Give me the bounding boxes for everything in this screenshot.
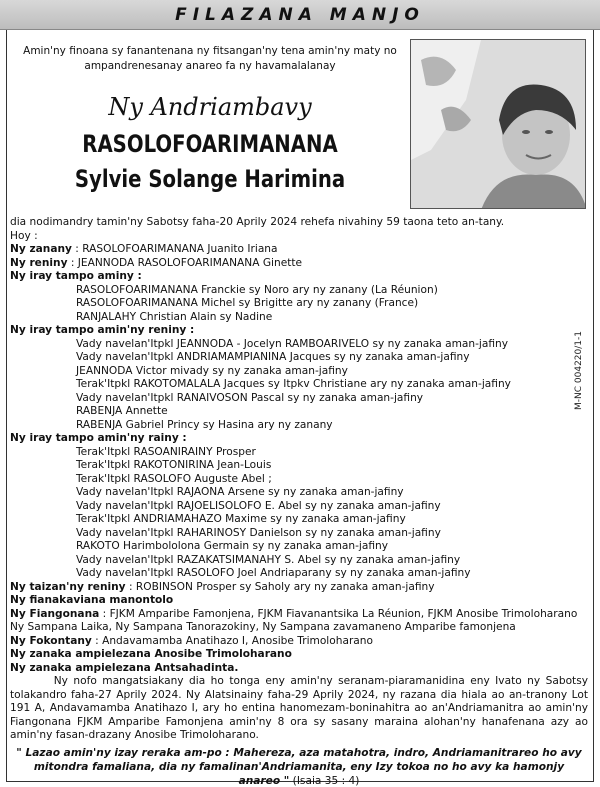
notice-line [10, 257, 588, 271]
deceased-given-names: Sylvie Solange Harimina [74, 165, 346, 193]
reference-code: M-NC 004220/1-1 [574, 331, 584, 410]
notice-line [10, 297, 588, 311]
title-prefix: Ny Andriambavy [108, 93, 312, 121]
line-text: Vady navelan'Itpkl RAJAONA Arsene sy ny zanaka aman-jafiny [76, 486, 404, 498]
line-label: Ny fianakaviana manontolo [10, 594, 174, 606]
notice-line [10, 608, 588, 622]
notice-line [10, 338, 588, 352]
line-text: : FJKM Amparibe Famonjena, FJKM Fiavanantsika La Réunion, FJKM Anosibe Trimoloharano [99, 607, 578, 620]
line-text: RABENJA Annette [76, 405, 168, 417]
line-text: Terak'Itpkl RASOLOFO Auguste Abel ; [76, 472, 272, 485]
line-label: Ny iray tampo amin'ny rainy : [10, 432, 187, 444]
line-text: : JEANNODA RASOLOFOARIMANANA Ginette [67, 256, 303, 269]
notice-line [10, 419, 588, 433]
notice-line [10, 284, 588, 298]
line-text: Terak'Itpkl RASOANIRAINY Prosper [76, 445, 256, 458]
line-label: Ny zanaka ampielezana Antsahadinta. [10, 661, 239, 674]
notice-line [10, 554, 588, 568]
notice-line [10, 500, 588, 514]
notice-line [10, 270, 588, 284]
line-text: JEANNODA Victor mivady sy ny zanaka aman-jafiny [76, 364, 348, 377]
line-text: Vady navelan'Itpkl ANDRIAMAMPIANINA Jacques sy ny zanaka aman-jafiny [76, 351, 470, 363]
portrait-photo [410, 39, 586, 209]
line-label: Ny zanaka ampielezana Anosibe Trimoloharano [10, 648, 292, 660]
line-text: RANJALAHY Christian Alain sy Nadine [76, 310, 273, 323]
line-label: Ny reniny [10, 256, 68, 269]
notice-line [10, 230, 588, 244]
notice-line [10, 432, 588, 446]
notice-line [10, 648, 588, 662]
notice-line [10, 473, 588, 487]
notice-line [10, 392, 588, 406]
notice-line [10, 216, 588, 230]
line-text: Vady navelan'Itpkl RAZAKATSIMANAHY S. Abel sy ny zanaka aman-jafiny [76, 553, 461, 566]
portrait-illustration [411, 40, 586, 209]
line-label: Ny taizan'ny reniny [10, 580, 126, 593]
deceased-surname: RASOLOFOARIMANANA [82, 130, 338, 158]
notice-line [10, 662, 588, 676]
header-banner [0, 0, 600, 30]
notice-line [10, 311, 588, 325]
notice-body [10, 216, 588, 787]
line-text: Vady navelan'Itpkl RAJOELISOLOFO E. Abel sy ny zanaka aman-jafiny [76, 499, 441, 512]
line-text: Vady navelan'Itpkl RANAIVOSON Pascal sy ny zanaka aman-jafiny [76, 391, 424, 404]
quote-text: " Lazao amin'ny izay reraka am-po : Mahereza, aza matahotra, indro, Andriamanitrareo ho avy mitondra famaliana, dia ny famalinan'Andriamanita, eny Izy tokoa no ho avy ka hamonjy anareo " [16, 746, 582, 787]
line-text: Vady navelan'Itpkl JEANNODA - Jocelyn RAMBOARIVELO sy ny zanaka aman-jafiny [76, 337, 509, 350]
notice-line [10, 486, 588, 500]
intro-text: Amin'ny finoana sy fanantenana ny fitsangan'ny tena amin'ny maty no ampandrenesanay anareo fa ny havamalalanay [23, 45, 397, 72]
line-label: Ny iray tampo amin'ny reniny : [10, 324, 195, 336]
line-text: dia nodimandry tamin'ny Sabotsy faha-20 Aprily 2024 rehefa nivahiny 59 taona teto an-tany. [10, 216, 505, 228]
notice-line [10, 581, 588, 595]
line-text: Terak'Itpkl RAKOTONIRINA Jean-Louis [76, 459, 272, 471]
line-text: Terak'Itpkl ANDRIAMAHAZO Maxime sy ny zanaka aman-jafiny [76, 513, 406, 525]
notice-line [10, 243, 588, 257]
line-text: Vady navelan'Itpkl RASOLOFO Joel Andriaparany sy ny zanaka aman-jafiny [76, 567, 471, 579]
line-text: Vady navelan'Itpkl RAHARINOSY Danielson sy ny zanaka aman-jafiny [76, 526, 441, 539]
banner-title: FILAZANA MANJO [175, 4, 425, 25]
line-text: : ROBINSON Prosper sy Saholy ary ny zanaka aman-jafiny [125, 580, 435, 593]
scripture-quote [10, 746, 588, 787]
line-text: RABENJA Gabriel Princy sy Hasina ary ny zanany [76, 418, 333, 431]
notice-line [10, 635, 588, 649]
notice-line [10, 459, 588, 473]
line-label: Ny iray tampo aminy : [10, 270, 142, 282]
notice-line [10, 621, 588, 635]
line-text: Ny Sampana Laika, Ny Sampana Tanorazokiny, Ny Sampana zavamaneno Amparibe famonjena [10, 621, 516, 633]
line-label: Ny zanany [10, 243, 72, 255]
line-text: Hoy : [10, 229, 38, 242]
line-label: Ny Fiangonana [10, 607, 100, 620]
line-text: RASOLOFOARIMANANA Michel sy Brigitte ary ny zanany (France) [76, 297, 419, 309]
line-label: Ny Fokontany [10, 634, 92, 647]
notice-line [10, 378, 588, 392]
line-text: Terak'Itpkl RAKOTOMALALA Jacques sy Itpkv Christiane ary ny zanaka aman-jafiny [76, 378, 511, 390]
notice-line [10, 324, 588, 338]
notice-line [10, 446, 588, 460]
notice-line [10, 365, 588, 379]
line-text: : Andavamamba Anatihazo I, Anosibe Trimoloharano [91, 634, 373, 647]
quote-reference: (Isaia 35 : 4) [289, 774, 360, 787]
notice-line [10, 513, 588, 527]
notice-line [10, 351, 588, 365]
line-text: RAKOTO Harimbololona Germain sy ny zanaka aman-jafiny [76, 540, 389, 552]
notice-line [10, 405, 588, 419]
notice-line [10, 540, 588, 554]
funeral-details-paragraph: Ny nofo mangatsiakany dia ho tonga eny amin'ny seranam-piaramanidina eny Ivato ny Sabotsy tolakandro faha-27 Aprily 2024. Ny Alatsinainy faha-29 Aprily 2024, ny razana dia hiala ao an-tranony Lot 191 A, Andavamamba Anatihazo I, ary ho entina hanomezam-boninahitra ao an'Andriamanitra ao amin'ny Fiangonana FJKM Amparibe Famonjena amin'ny 8 ora sy sasany maraina alohan'ny hanafenana azy ao amin'ny fasan-drazany Anosibe Trimoloharano. [10, 675, 588, 741]
notice-line [10, 594, 588, 608]
notice-line [10, 527, 588, 541]
notice-line [10, 567, 588, 581]
line-text: : RASOLOFOARIMANANA Juanito Iriana [71, 243, 278, 255]
line-text: RASOLOFOARIMANANA Franckie sy Noro ary ny zanany (La Réunion) [76, 283, 438, 296]
